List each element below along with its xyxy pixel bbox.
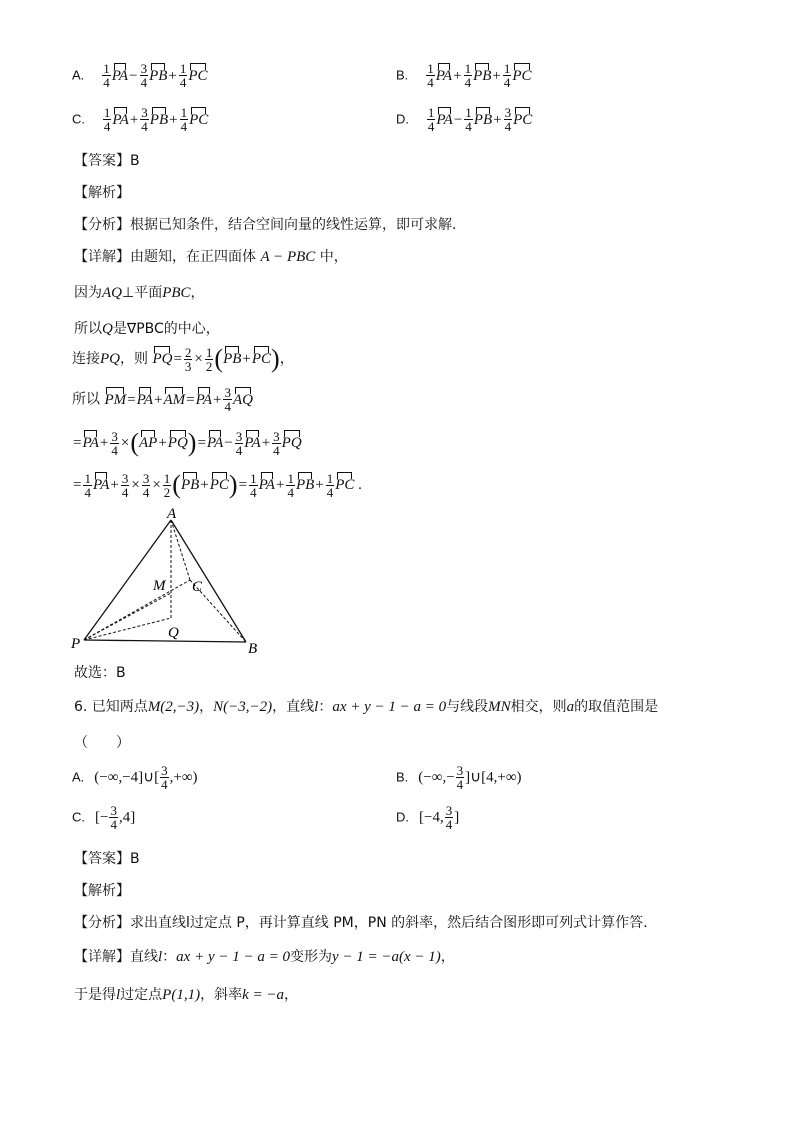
q6-option-b: B. (−∞,− $\frac{3}{4}$ ]∪[4,+∞) <box>396 763 522 792</box>
q6-analysis-heading: 【解析】 <box>74 883 130 899</box>
option-letter: C. <box>72 111 85 127</box>
label-m: M <box>153 578 166 594</box>
q5-center-line: 所以Q是∇PBC的中心， <box>74 321 220 337</box>
q5-final: 故选：B <box>74 665 126 681</box>
label-q: Q <box>168 625 179 641</box>
edge-ab <box>171 520 246 642</box>
q5-analysis-heading: 【解析】 <box>74 185 130 201</box>
option-letter: A. <box>72 67 85 83</box>
q5-because-line: 因为AQ⊥平面PBC， <box>74 285 205 301</box>
option-letter: B. <box>396 67 409 83</box>
label-c: C <box>192 579 203 595</box>
q6-option-a: A. (−∞,−4]∪[ $\frac{3}{4}$ ,+∞) <box>72 763 198 792</box>
edge-ac <box>171 520 190 580</box>
q6-fixed-point-line: 于是得l过定点P(1,1)，斜率k = −a， <box>74 987 298 1003</box>
q5-option-a: A. $\frac{1}{4}$ PA− $\frac{3}{4}$ PB+ $\frac{1}{4}$ PC <box>72 61 208 90</box>
q5-connect-line: 连接PQ，则 PQ= $\frac{2}{3}$ × $\frac{1}{2}$ (PB+PC)， <box>72 344 294 374</box>
tetrahedron-figure <box>66 506 266 658</box>
q6-detail-line: 【详解】直线l：ax + y − 1 − a = 0变形为y − 1 = −a(x − 1)， <box>74 949 455 965</box>
q6-option-c: C. [− $\frac{3}{4}$ ,4] <box>72 803 136 832</box>
q5-fenxi: 【分析】根据已知条件，结合空间向量的线性运算，即可求解. <box>74 217 457 233</box>
label-a: A <box>167 506 177 522</box>
q5-option-c: C. $\frac{1}{4}$ PA+ $\frac{3}{4}$ PB+ $\frac{1}{4}$ PC <box>72 105 209 134</box>
q6-fenxi: 【分析】求出直线l过定点 P，再计算直线 PM，PN 的斜率，然后结合图形即可列式计算作答. <box>74 915 648 931</box>
q5-answer: 【答案】B <box>74 153 140 169</box>
edge-pb <box>84 640 246 642</box>
q5-option-b: B. $\frac{1}{4}$ PA+ $\frac{1}{4}$ PB+ $\frac{1}{4}$ PC <box>396 61 532 90</box>
label-p: P <box>71 636 81 652</box>
label-b: B <box>248 641 258 657</box>
option-letter: D. <box>396 111 409 127</box>
math-expr: A − PBC <box>260 249 316 265</box>
q6-answer: 【答案】B <box>74 851 140 867</box>
segment-pm <box>84 593 171 640</box>
q6-stem: 6. 已知两点M(2,−3)，N(−3,−2)，直线l：ax + y − 1 − a = 0与线段MN相交，则a的取值范围是 <box>74 699 659 715</box>
q5-so-line: 所以 PM=PA+AM=PA+ $\frac{3}{4}$ AQ <box>72 385 253 414</box>
q5-detail-line: 【详解】由题知，在正四面体 A − PBC 中， <box>74 249 348 265</box>
q6-option-d: D. [−4, $\frac{3}{4}$ ] <box>396 803 460 832</box>
q6-paren: （ ） <box>74 735 130 751</box>
q5-option-d: D. $\frac{1}{4}$ PA− $\frac{1}{4}$ PB+ $\frac{3}{4}$ PC <box>396 105 533 134</box>
q5-expansion-line-2: = $\frac{1}{4}$ PA+ $\frac{3}{4}$ × $\frac{3}{4}$ × $\frac{1}{2}$ (PB+PC)= $\frac{1}{4}$ PA+ $\frac{1}{4}$ PB+ $\frac{1}{4}$ PC . <box>73 470 362 500</box>
q5-expansion-line-1: =PA+ $\frac{3}{4}$ ×(AP+PQ)=PA− $\frac{3}{4}$ PA+ $\frac{3}{4}$ PQ <box>73 428 302 458</box>
